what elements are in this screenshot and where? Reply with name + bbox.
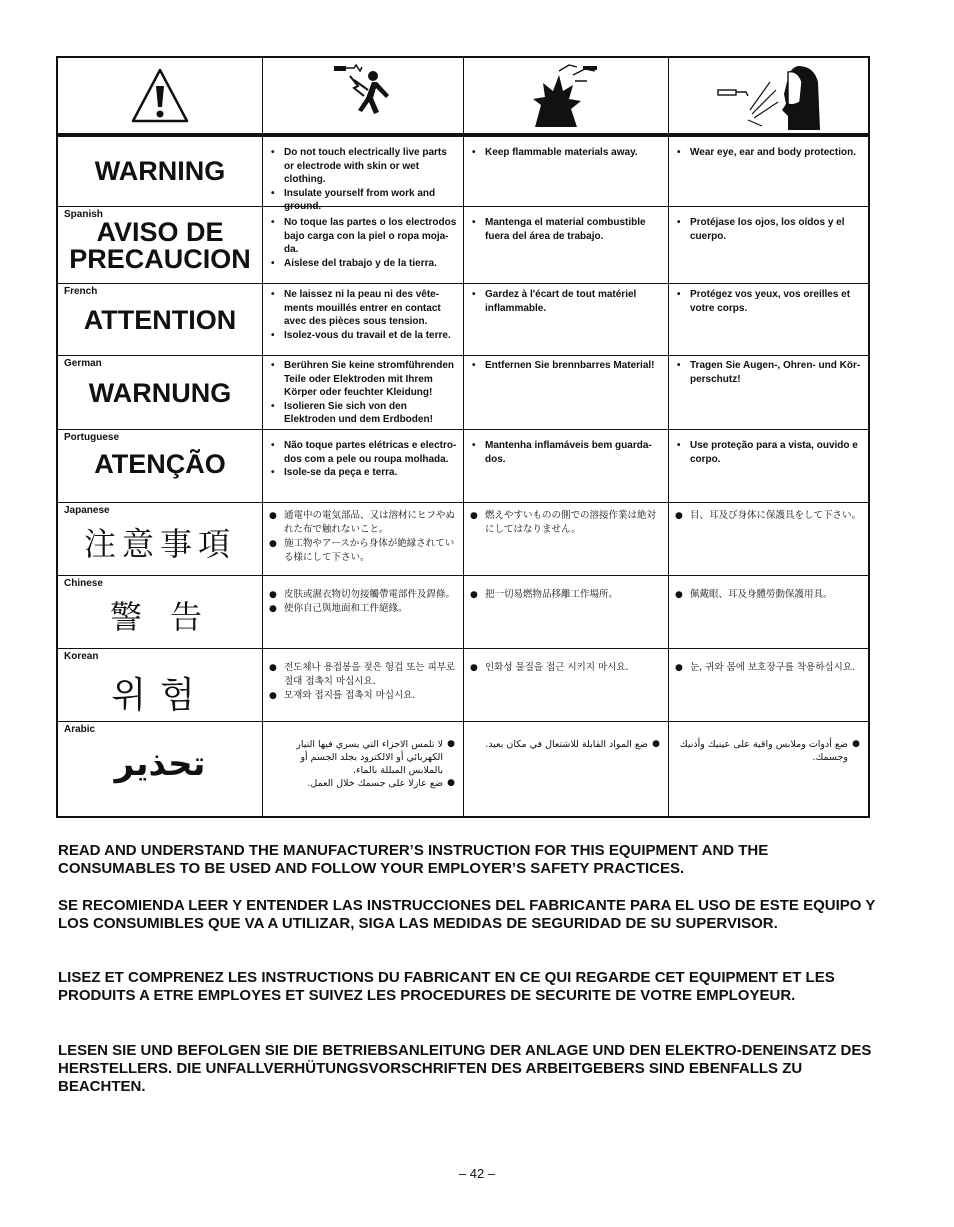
language-label: German (64, 358, 102, 369)
warning-heading: 警告 (109, 598, 230, 636)
instruction-item: • Mantenha inflamáveis bem guarda-dos. (470, 439, 662, 466)
instruction-item: • Isolieren Sie sich von den Elektroden und dem Erdboden! (269, 400, 457, 427)
electric-shock-text-cell (263, 284, 464, 355)
language-label: Portuguese (64, 432, 120, 443)
instruction-item: • Ne laissez ni la peau ni des vête-ments mouillés entrer en contact avec des pièces sous tension. (269, 288, 457, 329)
language-label: Japanese (64, 505, 110, 516)
instruction-item: • Entfernen Sie brennbarres Material! (470, 359, 662, 373)
electric-shock-text-cell (263, 207, 464, 283)
instruction-item: ● ضع أدوات وملابس واقية على عينيك وأذنيك وجسمك. (675, 738, 860, 764)
warning-row-japanese (58, 503, 868, 576)
fire-text-cell (464, 649, 669, 721)
warning-heading: AVISO DE PRECAUCION (69, 217, 251, 274)
instruction-item: ● 通電中の電気部品、又は溶材にヒフやぬれた布で触れないこと。 (269, 509, 457, 537)
language-label: Chinese (64, 578, 103, 589)
instruction-item: ● 使你自己與地面和工件絕緣。 (269, 602, 457, 616)
warning-heading: تحذير (114, 744, 206, 784)
warning-triangle-icon (58, 58, 263, 133)
instruction-item: • Isole-se da peça e terra. (269, 466, 457, 480)
protection-text-cell (669, 137, 868, 206)
instruction-item: • No toque las partes o los electrodos bajo carga con la piel o ropa moja-da. (269, 216, 457, 257)
face-shield-protection-icon (669, 58, 868, 133)
instruction-item: • Tragen Sie Augen-, Ohren- und Kör-perschutz! (675, 359, 862, 386)
electric-shock-text-cell (263, 722, 464, 816)
warning-heading: ATTENTION (83, 305, 237, 335)
fire-text-cell (464, 284, 669, 355)
warning-row-english (58, 137, 868, 212)
language-label: Arabic (64, 724, 96, 735)
instruction-item: ● 施工物やアースから身体が絶縁されている様にして下さい。 (269, 537, 457, 565)
instruction-item: ● ضع المواد القابلة للاشتعال في مكان بعيد. (470, 738, 660, 751)
instruction-item: • Insulate yourself from work and ground. (269, 187, 457, 214)
instruction-item: ● 燃えやすいものの側での溶接作業は絶対にしてはなりません。 (470, 509, 662, 537)
instruction-item: ● 皮肤或濕衣物切勿接觸帶電部件及銲條。 (269, 588, 457, 602)
instruction-item: • Não toque partes elétricas e electro-dos com a pele ou roupa molhada. (269, 439, 457, 466)
page-number: – 42 – (458, 1166, 496, 1181)
protection-text-cell (669, 284, 868, 355)
instruction-item: ● 佩戴眼、耳及身體勞動保護用具。 (675, 588, 862, 602)
instruction-item: • Keep flammable materials away. (470, 146, 662, 160)
instruction-item: • Aislese del trabajo y de la tierra. (269, 257, 457, 271)
language-heading-cell (58, 430, 263, 502)
instruction-item: ● 전도체나 용접봉을 젖은 헝겁 또는 피부로 절대 접촉치 마십시요. (269, 661, 457, 689)
language-heading-cell (58, 356, 263, 429)
instruction-item: ● 目、耳及び身体に保護具をして下さい。 (675, 509, 862, 523)
electric-shock-text-cell (263, 649, 464, 721)
electric-shock-text-cell (263, 430, 464, 502)
electric-shock-text-cell (263, 137, 464, 212)
instruction-item: ● 把一切易燃物品移離工作場所。 (470, 588, 662, 602)
protection-text-cell (669, 207, 868, 283)
instruction-paragraph-german: LESEN SIE UND BEFOLGEN SIE DIE BETRIEBSANLEITUNG DER ANLAGE UND DEN ELEKTRO-DENEINSATZ DES HERSTELLERS. DIE UNFALLVERHÜTUNGSVORSCHRIFTEN DES ARBEITGEBERS SIND EBENFALLS ZU BEACHTEN. (58, 1042, 872, 1095)
safety-warning-table (56, 56, 870, 818)
warning-heading: ATENÇÃO (94, 449, 226, 479)
warning-row-french (58, 284, 868, 356)
fire-text-cell (464, 503, 669, 575)
instruction-item: • Use proteção para a vista, ouvido e corpo. (675, 439, 862, 466)
electric-shock-text-cell (263, 356, 464, 429)
instruction-item: ● لا تلمس الاجزاء التي يسري فيها التيار الكهربائي أو الالكترود بجلد الجسم أو بالملابس المبللة بالماء. (269, 738, 455, 777)
instruction-item: ● 모재와 접지를 접촉치 마십시요. (269, 689, 457, 703)
instruction-item: ● ضع عازلا على جسمك خلال العمل. (269, 777, 455, 790)
warning-heading: 注意事項 (83, 525, 236, 563)
language-label: Korean (64, 651, 99, 662)
warning-heading: WARNING (94, 156, 226, 186)
fire-text-cell (464, 430, 669, 502)
warning-row-korean (58, 649, 868, 722)
protection-text-cell (669, 356, 868, 429)
fire-text-cell (464, 722, 669, 816)
protection-text-cell (669, 576, 868, 648)
instruction-paragraph-spanish: SE RECOMIENDA LEER Y ENTENDER LAS INSTRUCCIONES DEL FABRICANTE PARA EL USO DE ESTE EQUIPO Y LOS CONSUMIBLES QUE VA A UTILIZAR, SIGA LAS MEDIDAS DE SEGURIDAD DE SU SUPERVISOR. (58, 897, 876, 932)
electric-shock-icon (263, 58, 464, 133)
language-label: French (64, 286, 98, 297)
instruction-item: ● 인화성 물질을 접근 시키지 마시요. (470, 661, 662, 675)
instruction-paragraph-french: LISEZ ET COMPRENEZ LES INSTRUCTIONS DU FABRICANT EN CE QUI REGARDE CET EQUIPMENT ET LES PRODUITS A ETRE EMPLOYES ET SUIVEZ LES PROCEDURES DE SECURITE DE VOTRE EMPLOYEUR. (58, 969, 835, 1004)
fire-text-cell (464, 207, 669, 283)
language-label: Spanish (64, 209, 103, 220)
instruction-item: ● 눈, 귀와 몸에 보호장구를 착용하십시요. (675, 661, 862, 675)
protection-text-cell (669, 503, 868, 575)
fire-text-cell (464, 137, 669, 206)
instruction-item: • Isolez-vous du travail et de la terre. (269, 329, 457, 343)
warning-heading: WARNUNG (88, 378, 232, 408)
instruction-item: • Do not touch electrically live parts or electrode with skin or wet clothing. (269, 146, 457, 187)
language-heading-cell (58, 503, 263, 575)
language-heading-cell (58, 649, 263, 721)
instruction-paragraph-english: READ AND UNDERSTAND THE MANUFACTURER’S INSTRUCTION FOR THIS EQUIPMENT AND THE CONSUMABLES TO BE USED AND FOLLOW YOUR EMPLOYER’S SAFETY PRACTICES. (58, 842, 769, 877)
language-heading-cell (58, 576, 263, 648)
warning-row-german (58, 356, 868, 430)
icon-row (58, 58, 868, 137)
language-heading-cell (58, 722, 263, 816)
language-heading-cell (58, 207, 263, 283)
instruction-item: • Berühren Sie keine stromführenden Teile oder Elektroden mit Ihrem Körper oder feuchter Kleidung! (269, 359, 457, 400)
instruction-item: • Wear eye, ear and body protection. (675, 146, 862, 160)
warning-row-portuguese (58, 430, 868, 503)
protection-text-cell (669, 649, 868, 721)
language-heading-cell (58, 137, 263, 206)
warning-row-arabic (58, 722, 868, 816)
electric-shock-text-cell (263, 503, 464, 575)
fire-text-cell (464, 356, 669, 429)
fire-explosion-icon (464, 58, 669, 133)
warning-row-chinese (58, 576, 868, 649)
warning-row-spanish (58, 207, 868, 284)
warning-heading: 위험 (111, 675, 209, 716)
protection-text-cell (669, 722, 868, 816)
protection-text-cell (669, 430, 868, 502)
electric-shock-text-cell (263, 576, 464, 648)
instruction-item: • Protéjase los ojos, los oídos y el cuerpo. (675, 216, 862, 243)
language-heading-cell (58, 284, 263, 355)
instruction-item: • Protégez vos yeux, vos oreilles et votre corps. (675, 288, 862, 315)
instruction-item: • Mantenga el material combustible fuera del área de trabajo. (470, 216, 662, 243)
fire-text-cell (464, 576, 669, 648)
instruction-item: • Gardez à l'écart de tout matériel inflammable. (470, 288, 662, 315)
